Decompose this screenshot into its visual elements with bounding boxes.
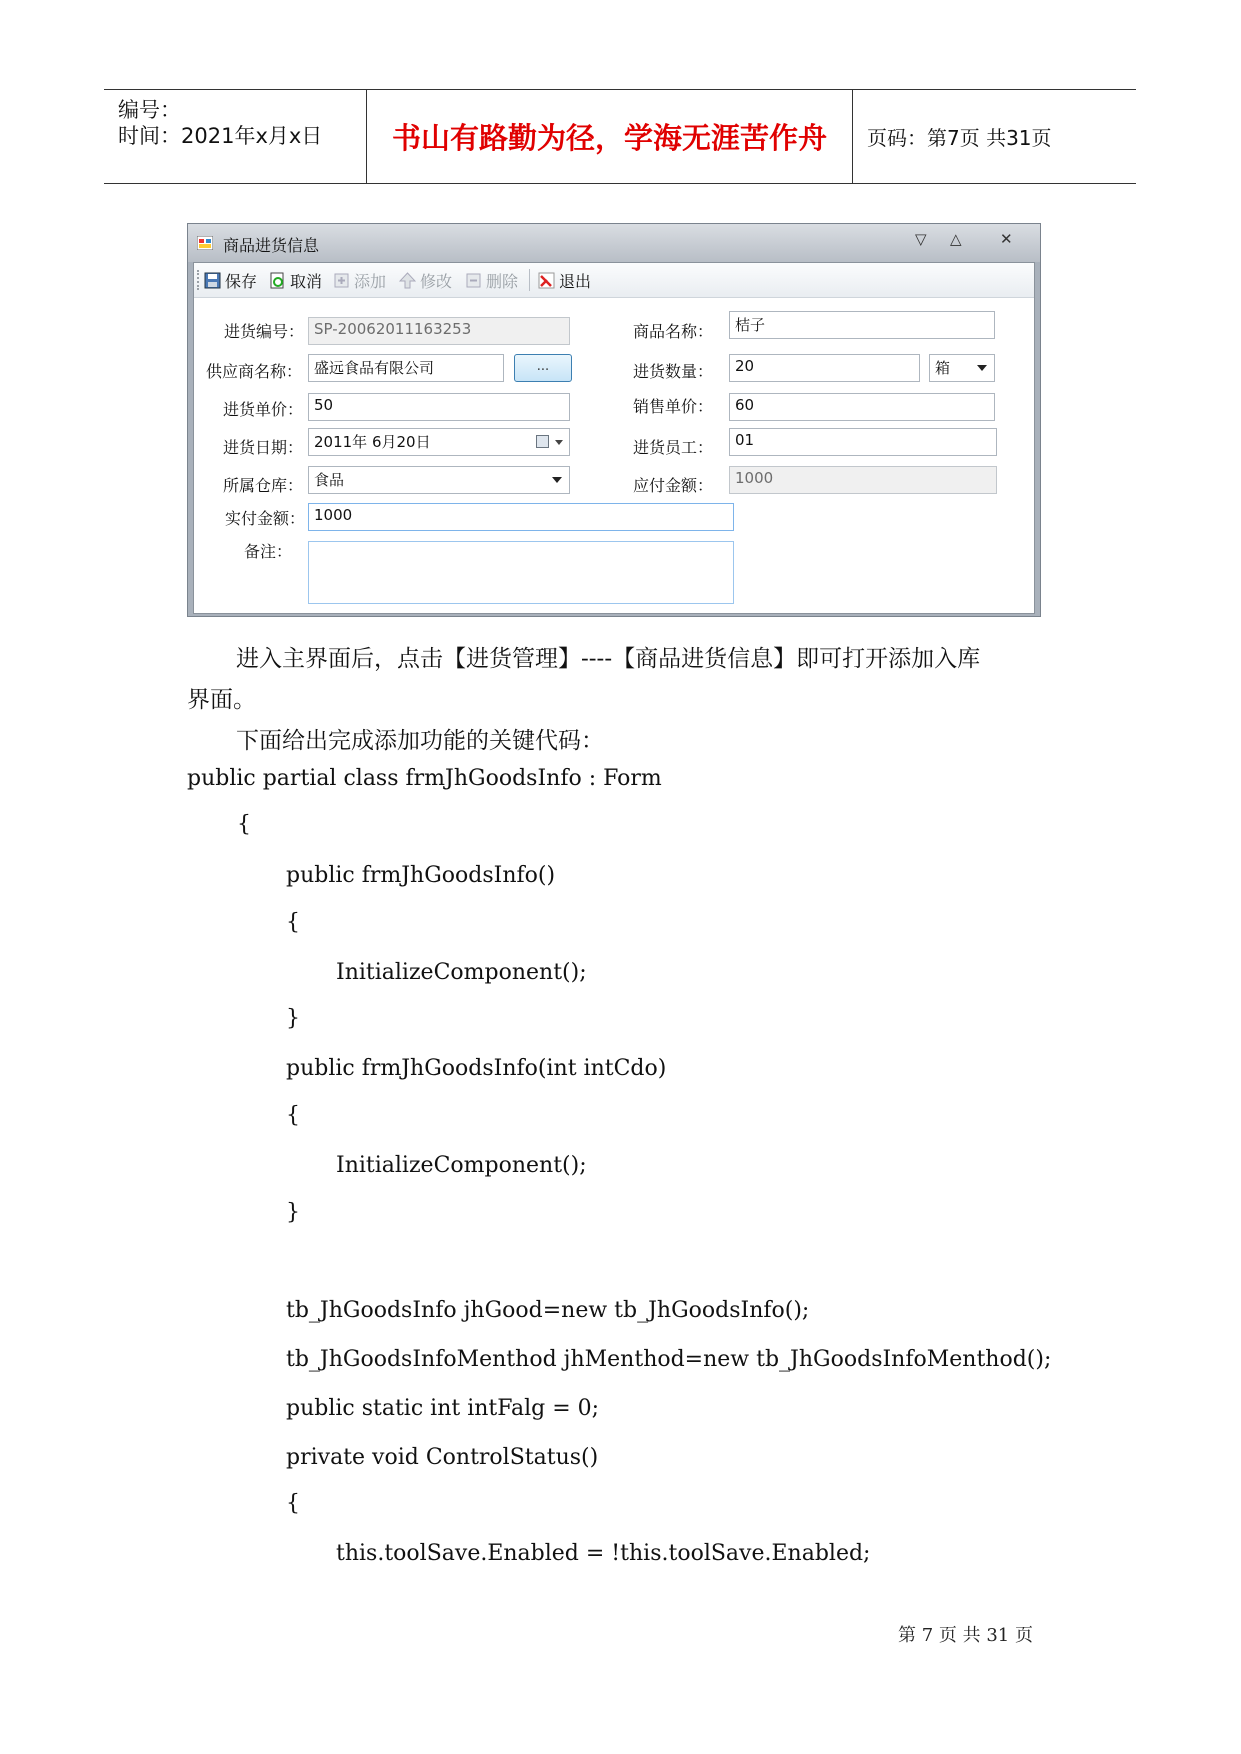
chevron-down-icon: [977, 365, 987, 371]
save-button[interactable]: [204, 269, 257, 291]
warehouse-select[interactable]: [308, 466, 570, 494]
cancel-icon: [269, 272, 286, 289]
edit-button[interactable]: [399, 269, 452, 291]
edit-icon: [399, 272, 416, 289]
payable-field[interactable]: 1000: [729, 466, 997, 494]
paid-field[interactable]: 1000: [308, 503, 734, 531]
save-label: 保存: [225, 271, 258, 291]
jh-id-field[interactable]: SP-20062011163253: [308, 317, 570, 345]
delete-icon: [465, 272, 482, 289]
sell-price-field[interactable]: 60: [729, 393, 995, 421]
edit-label: 修改: [420, 271, 453, 291]
save-icon: [204, 272, 221, 289]
goods-purchase-window: [187, 223, 1041, 617]
close-icon[interactable]: ✕: [1000, 230, 1013, 248]
delete-button[interactable]: [465, 269, 518, 291]
supplier-label: 供应商名称：: [206, 362, 303, 381]
goods-name-label: 商品名称：: [633, 322, 714, 341]
code-line: {: [237, 812, 251, 837]
number-label: 编号：: [118, 98, 181, 122]
code-line: tb_JhGoodsInfo jhGood=new tb_JhGoodsInfo();: [286, 1298, 810, 1323]
warehouse-label: 所属仓库：: [223, 476, 304, 495]
calendar-icon: [536, 435, 549, 448]
chevron-down-icon: [555, 440, 563, 445]
code-line: this.toolSave.Enabled = !this.toolSave.Enabled;: [336, 1541, 871, 1566]
paid-label: 实付金额：: [225, 509, 306, 528]
goods-name-field[interactable]: 桔子: [729, 311, 995, 339]
toolbar: [194, 263, 1034, 298]
window-titlebar: [188, 224, 1040, 262]
code-line: }: [286, 1200, 300, 1225]
qty-label: 进货数量：: [633, 362, 714, 381]
maximize-icon[interactable]: △: [950, 230, 962, 248]
date-picker[interactable]: [308, 428, 570, 456]
toolbar-separator: [529, 269, 530, 291]
unit-value: 箱: [935, 359, 951, 377]
form-icon: [197, 236, 213, 250]
page-number-label: 页码：第7页 共31页: [867, 126, 1052, 150]
header-info-cell: [104, 90, 367, 183]
paragraph-code-intro: 下面给出完成添加功能的关键代码：: [236, 728, 604, 754]
sell-price-label: 销售单价：: [633, 397, 714, 416]
paragraph-intro-line1: 进入主界面后，点击【进货管理】----【商品进货信息】即可打开添加入库: [236, 646, 981, 672]
motto: 书山有路勤为径，学海无涯苦作舟: [367, 90, 853, 183]
remark-label: 备注：: [244, 542, 293, 561]
chevron-down-icon: [552, 477, 562, 483]
page-header: [104, 89, 1136, 184]
price-field[interactable]: 50: [308, 393, 570, 421]
window-title: 商品进货信息: [223, 236, 320, 255]
code-line: public static int intFalg = 0;: [286, 1396, 600, 1421]
employee-field[interactable]: 01: [729, 428, 997, 456]
delete-label: 删除: [486, 271, 519, 291]
minimize-icon[interactable]: ▽: [915, 230, 927, 248]
add-label: 添加: [354, 271, 387, 291]
code-line: InitializeComponent();: [336, 960, 587, 985]
payable-label: 应付金额：: [633, 476, 714, 495]
price-label: 进货单价：: [223, 400, 304, 419]
toolbar-grip: [197, 270, 202, 290]
exit-label: 退出: [559, 271, 592, 291]
code-line: InitializeComponent();: [336, 1153, 587, 1178]
window-client: [193, 262, 1035, 614]
cancel-label: 取消: [290, 271, 323, 291]
code-line: {: [286, 910, 300, 935]
code-line: {: [286, 1103, 300, 1128]
exit-button[interactable]: [538, 269, 591, 291]
date-value: 2011年 6月20日: [314, 433, 431, 451]
code-line: public partial class frmJhGoodsInfo : Form: [187, 766, 662, 791]
code-line: tb_JhGoodsInfoMenthod jhMenthod=new tb_JhGoodsInfoMenthod();: [286, 1347, 1052, 1372]
code-line: public frmJhGoodsInfo(int intCdo): [286, 1056, 667, 1081]
code-line: public frmJhGoodsInfo(): [286, 863, 556, 888]
date-label: 时间：2021年x月x日: [118, 124, 323, 148]
add-button[interactable]: [333, 269, 386, 291]
exit-icon: [538, 272, 555, 289]
warehouse-value: 食品: [314, 471, 345, 489]
jh-id-label: 进货编号：: [224, 322, 305, 341]
code-line: {: [286, 1491, 300, 1516]
remark-textarea[interactable]: [308, 541, 734, 604]
add-icon: [333, 272, 350, 289]
supplier-field[interactable]: 盛远食品有限公司: [308, 354, 504, 382]
date-label: 进货日期：: [223, 438, 304, 457]
employee-label: 进货员工：: [633, 438, 714, 457]
unit-select[interactable]: [929, 354, 995, 382]
paragraph-intro-line2: 界面。: [187, 687, 256, 713]
browse-supplier-button[interactable]: ...: [514, 354, 572, 382]
code-line: }: [286, 1006, 300, 1031]
qty-field[interactable]: 20: [729, 354, 920, 382]
code-line: private void ControlStatus(): [286, 1445, 599, 1470]
cancel-button[interactable]: [269, 269, 322, 291]
page-footer: 第 7 页 共 31 页: [898, 1625, 1033, 1646]
